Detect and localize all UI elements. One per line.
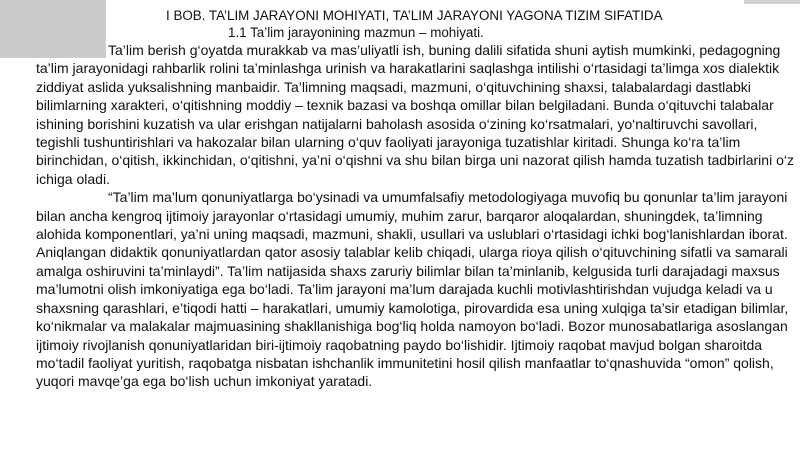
document-body	[36, 7, 798, 391]
decorative-corner-strip	[744, 0, 800, 4]
paragraph-1: Ta’lim berish g‘oyatda murakkab va mas’uliyatli ish, buning dalili sifatida shuni aytish mumkinki, pedagogning ta’lim jarayonidagi rahbarlik rolini ta’minlashga urinish va harakatlarini saqlashga intilishi o‘rtasidagi ta’limga xos dialektik ziddiyat aslida yuksalishning manbaidir. Ta’limning maqsadi, mazmuni, o‘qituvchining shaxsi, talabalardagi dastlabki bilimlarning xarakteri, o‘qitishning moddiy – texnik bazasi va boshqa omillar bilan belgiladani. Bunda o‘qituvchi talabalar ishining borishini kuzatish va ular erishgan natijalarni baholash asosida o‘zining ko‘rsatmalari, yo‘naltiruvchi savollari, tegishli tushuntirishlari va hakozalar bilan ularning o‘quv faoliyati jarayoniga tuzatishlar kiritadi. Shunga ko‘ra ta’lim birinchidan, o‘qitish, ikkinchidan, o‘qitishni, ya’ni o‘qishni va shu bilan birga uni nazorat qilish hamda tuzatish tadbirlarini o‘z ichiga oladi.	[36, 42, 794, 187]
chapter-heading: I BOB. TA’LIM JARAYONI MOHIYATI, TA’LIM JARAYONI YAGONA TIZIM SIFATIDA	[166, 8, 663, 23]
paragraph-2: “Ta’lim ma’lum qonuniyatlarga bo‘ysinadi va umumfalsafiy metodologiyaga muvofiq bu qonunlar ta’lim jarayoni bilan ancha kengroq ijtimoiy jarayonlar o‘rtasidagi umumiy, muhim zarur, barqaror aloqalardan, shuningdek, ta’limning alohida komponentlari, ya’ni uning maqsadi, mazmuni, shakli, usullari va uslublari o‘rtasidagi ichki bog‘lanishlardan iborat. Aniqlangan didaktik qonuniyatlardan qator asosiy talablar kelib chiqadi, ularga rioya qilish o‘qituvchining sifatli va samarali amalga oshiruvini ta’minlaydi”. Ta’lim natijasida shaxs zaruriy bilimlar bilan ta’minlanib, kelgusida turli darajadagi maxsus ma’lumotni olish imkoniyatiga ega bo‘ladi. Ta’lim jarayoni ma’lum darajada kuchli motivlashtirishdan vujudga keladi va u shaxsning qarashlari, e’tiqodi hatti – harakatlari, umumiy kamolotiga, pirovardida esa uning xulqiga ta’sir etadigan bilimlar, ko‘nikmalar va malakalar majmuasining shakllanishiga bog‘liq holda namoyon bo‘ladi. Bozor munosabatlariga asoslangan ijtimoiy rivojlanish qonuniyatlaridan biri-ijtimoiy raqobatning paydo bo‘lishidir. Ijtimoiy raqobat mavjud bolgan sharoitda mo‘tadil faoliyat yuritish, raqobatga nisbatan ishchanlik immunitetini hosil qilish manfaatlar to‘qnashuvida “omon” qolish, yuqori mavqe’ga ega bo‘lish uchun imkoniyat yaratadi.	[36, 189, 789, 390]
section-subheading: 1.1 Ta’lim jarayonining mazmun – mohiyati.	[228, 25, 484, 40]
